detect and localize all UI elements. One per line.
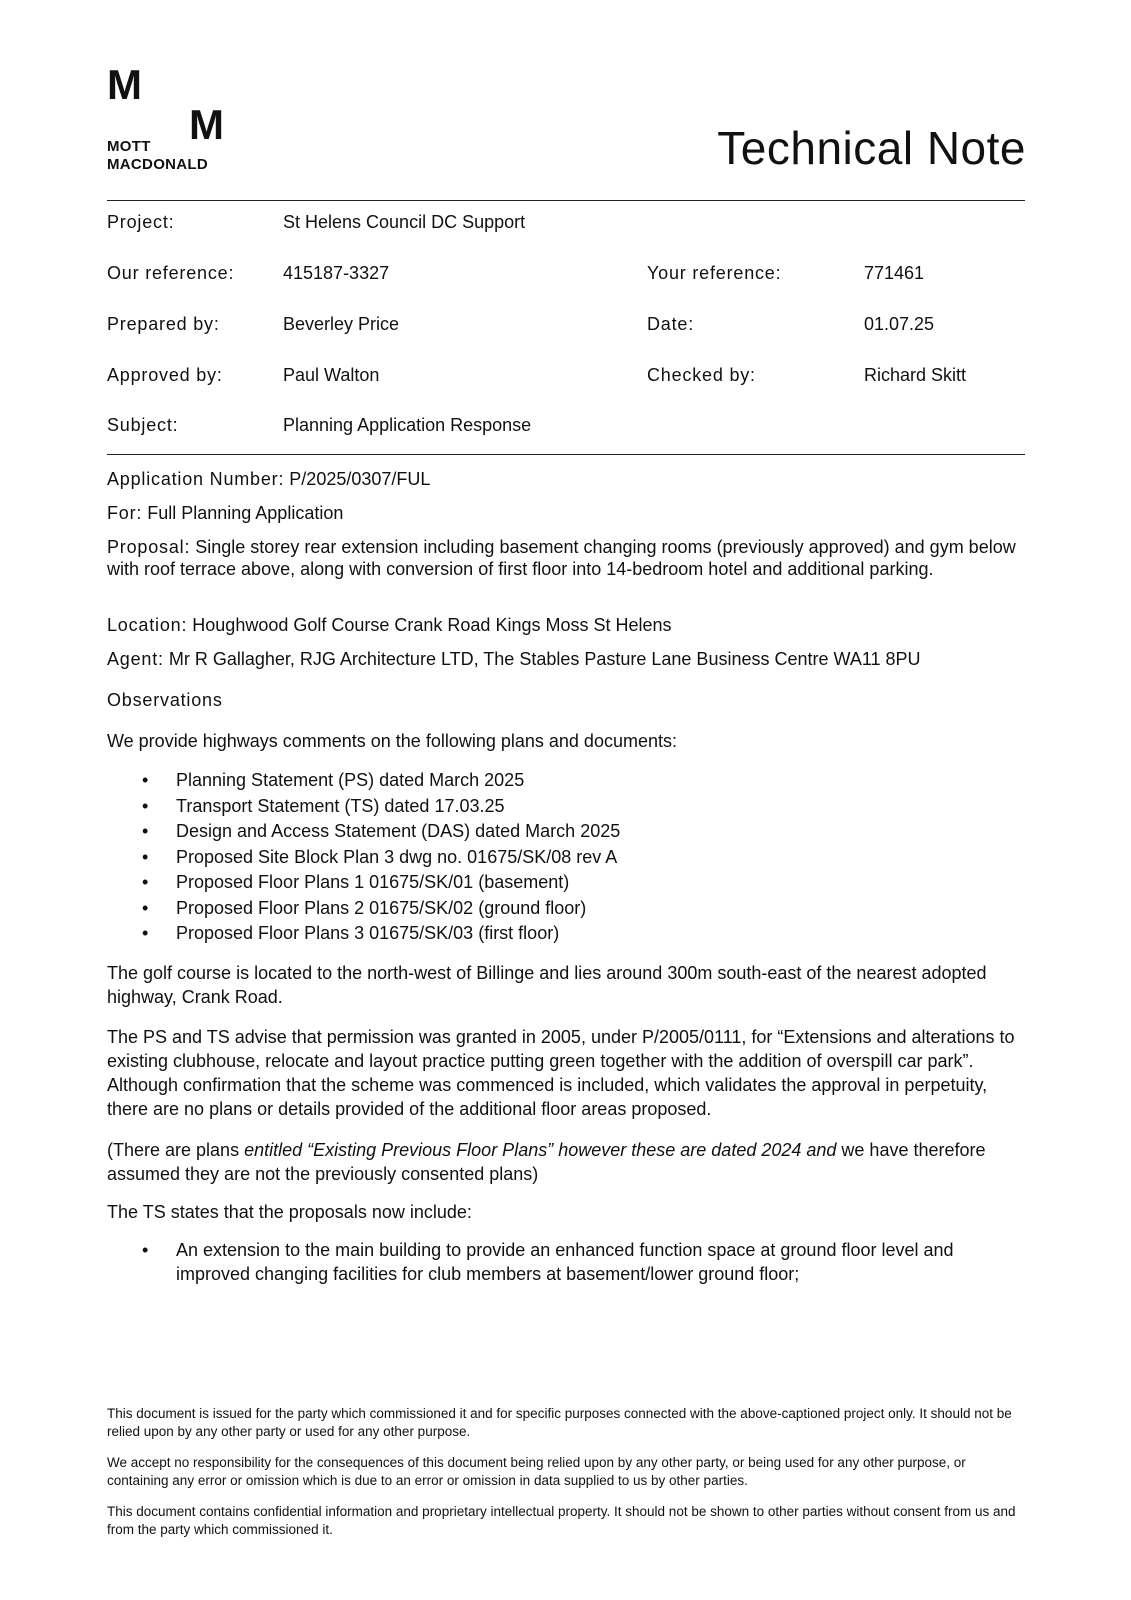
location-label: Location: xyxy=(107,615,188,635)
proposal-label: Proposal: xyxy=(107,537,191,557)
permission-paragraph: The PS and TS advise that permission was granted in 2005, under P/2005/0111, for “Extensions and alterations to existing clubhouse, relocate and layout practice putting green together with the addition of overspill car park”. Although confirmation that the scheme was commenced is included, which validates the approval in perpetuity, there are no plans or details provided of the additional floor areas proposed. xyxy=(107,1027,1015,1119)
prepared-by-value: Beverley Price xyxy=(283,314,400,334)
list-item: • Proposed Floor Plans 1 01675/SK/01 (basement) xyxy=(107,870,620,896)
agent-value: Mr R Gallagher, RJG Architecture LTD, The Stables Pasture Lane Business Centre WA11 8PU xyxy=(168,649,921,669)
list-item: • Planning Statement (PS) dated March 2025 xyxy=(107,768,620,794)
application-for-value: Full Planning Application xyxy=(147,503,344,523)
footer-disclaimer-1: This document is issued for the party which commissioned it and for specific purposes connected with the above-captioned project only. It should not be relied upon by any other party or used for any other purpose. xyxy=(107,1406,1012,1439)
proposals-intro-paragraph: The TS states that the proposals now include: xyxy=(107,1202,472,1222)
application-location xyxy=(107,614,1027,636)
location-value: Houghwood Golf Course Crank Road Kings Moss St Helens xyxy=(192,615,672,635)
plans-note-paragraph xyxy=(107,1138,1027,1186)
our-reference-label: Our reference: xyxy=(107,263,235,283)
header-divider-bottom xyxy=(107,454,1025,455)
our-reference-value: 415187-3327 xyxy=(283,263,390,283)
company-logo xyxy=(107,61,237,175)
application-number-label: Application Number: xyxy=(107,469,285,489)
project-value: St Helens Council DC Support xyxy=(283,212,526,232)
list-item: • Proposed Floor Plans 3 01675/SK/03 (first floor) xyxy=(107,921,620,947)
logo-mark-bottom: M xyxy=(189,101,224,148)
bullet-icon: • xyxy=(142,1240,149,1260)
checked-by-label: Checked by: xyxy=(647,365,756,385)
proposal-list-item xyxy=(107,1238,1027,1286)
application-number-value: P/2025/0307/FUL xyxy=(289,469,431,489)
location-paragraph: The golf course is located to the north-west of Billinge and lies around 300m south-east of the nearest adopted highway, Crank Road. xyxy=(107,963,987,1007)
application-agent xyxy=(107,648,1027,670)
application-proposal xyxy=(107,536,1027,580)
your-reference-label: Your reference: xyxy=(647,263,782,283)
plans-note-text-b: we have therefore assumed they are not the previously consented plans) xyxy=(107,1140,986,1184)
logo-wordmark-line1: MOTT xyxy=(107,138,151,155)
prepared-by-label: Prepared by: xyxy=(107,314,220,334)
footer-disclaimer-3: This document contains confidential information and proprietary intellectual property. It should not be shown to other parties without consent from us and from the party which commissioned it. xyxy=(107,1504,1016,1537)
application-for-label: For: xyxy=(107,503,143,523)
proposal-item-text: An extension to the main building to provide an enhanced function space at ground floor level and improved changing facilities for club members at basement/lower ground floor; xyxy=(176,1240,954,1284)
proposal-value: Single storey rear extension including basement changing rooms (previously approved) and gym below with roof terrace above, along with conversion of first floor into 14-bedroom hotel and additional parking. xyxy=(107,537,1016,579)
agent-label: Agent: xyxy=(107,649,164,669)
document-title: Technical Note xyxy=(717,122,1026,174)
application-for xyxy=(107,502,1027,524)
approved-by-value: Paul Walton xyxy=(283,365,380,385)
observations-heading: Observations xyxy=(107,690,223,710)
date-value: 01.07.25 xyxy=(864,314,935,334)
list-item: • Proposed Site Block Plan 3 dwg no. 01675/SK/08 rev A xyxy=(107,845,620,871)
header-divider-top xyxy=(107,200,1025,201)
checked-by-value: Richard Skitt xyxy=(864,365,967,385)
subject-value: Planning Application Response xyxy=(283,415,532,435)
subject-label: Subject: xyxy=(107,415,179,435)
list-item: • Design and Access Statement (DAS) dated March 2025 xyxy=(107,819,620,845)
documents-list xyxy=(107,768,620,947)
your-reference-value: 771461 xyxy=(864,263,925,283)
project-label: Project: xyxy=(107,212,175,232)
footer-disclaimer-2: We accept no responsibility for the consequences of this document being relied upon by any other party, or being used for any other purpose, or containing any error or omission which is due to an error or omission in data supplied to us by other parties. xyxy=(107,1455,966,1488)
date-label: Date: xyxy=(647,314,695,334)
plans-note-text-a: (There are plans xyxy=(107,1140,245,1160)
logo-mark-top: M xyxy=(107,61,142,108)
list-item: • Transport Statement (TS) dated 17.03.25 xyxy=(107,794,620,820)
list-item: • Proposed Floor Plans 2 01675/SK/02 (ground floor) xyxy=(107,896,620,922)
intro-paragraph: We provide highways comments on the following plans and documents: xyxy=(107,731,677,751)
application-number xyxy=(107,468,1027,490)
approved-by-label: Approved by: xyxy=(107,365,223,385)
plans-note-italic: entitled “Existing Previous Floor Plans” however these are dated 2024 and xyxy=(244,1140,837,1160)
logo-wordmark-line2: MACDONALD xyxy=(107,156,209,173)
